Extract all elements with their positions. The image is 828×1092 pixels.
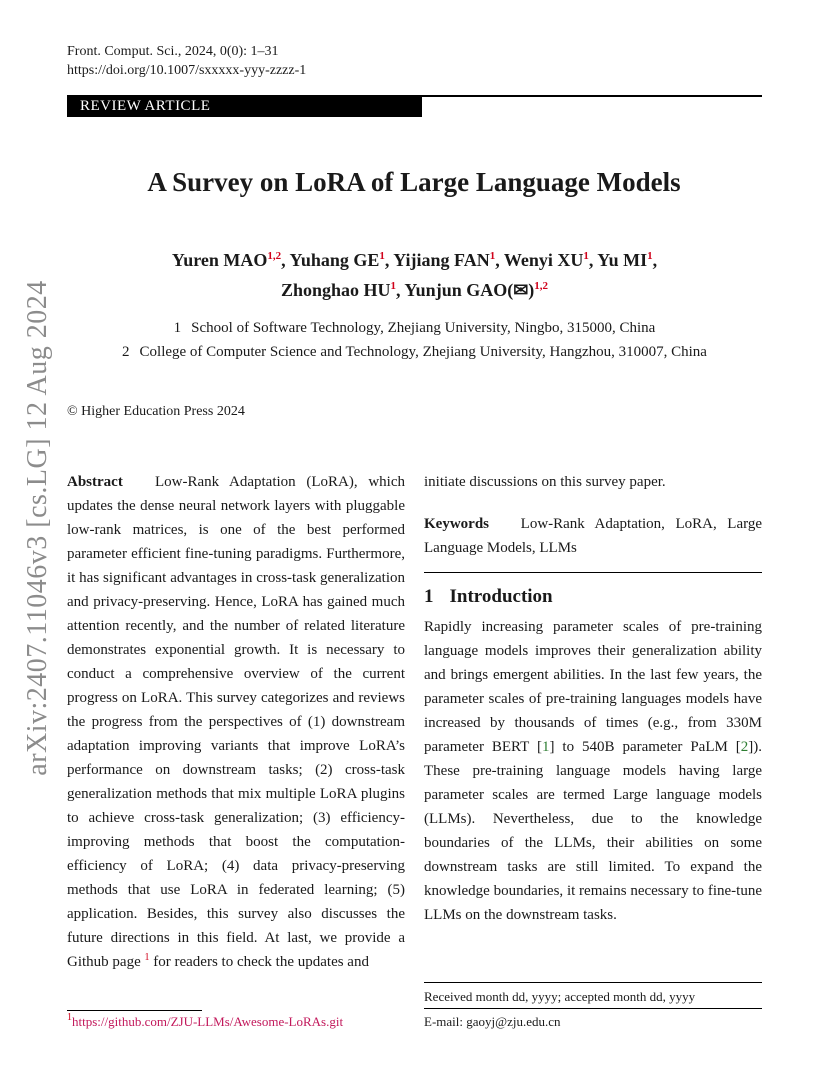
- footnote-number: 1: [67, 1012, 72, 1023]
- received-dates: Received month dd, yyyy; accepted month dd, yyyy: [424, 989, 696, 1004]
- footnote-marker[interactable]: 1: [144, 952, 150, 963]
- right-column: [424, 470, 762, 927]
- intro-text: ]). These pre-training language models having large parameter scales are termed Large language models (LLMs). Nevertheless, due to the knowledge boundaries of the LLMs, their abilities on some downstream tasks are still limited. To expand the knowledge boundaries, it remains necessary to fine-tune LLMs on the downstream tasks.: [424, 739, 762, 923]
- keywords-block: [424, 512, 762, 560]
- abstract-continued: initiate discussions on this survey paper.: [424, 474, 666, 490]
- citation-link[interactable]: 2: [740, 739, 749, 755]
- author-name: Yunjun GAO(✉): [404, 280, 535, 300]
- doi-text: https://doi.org/10.1007/sxxxxx-yyy-zzzz-1: [67, 63, 307, 78]
- author-name: Zhonghao HU: [280, 280, 391, 300]
- paper-title: A Survey on LoRA of Large Language Models: [147, 167, 681, 197]
- author-affil-sup: 1: [583, 250, 589, 262]
- affiliation-text: School of Software Technology, Zhejiang University, Ningbo, 315000, China: [191, 320, 656, 336]
- affiliation-2: [67, 344, 762, 361]
- copyright-notice: © Higher Education Press 2024: [67, 404, 245, 419]
- footer-rule: [424, 982, 762, 983]
- footer-rule: [424, 1008, 762, 1009]
- footnote-rule: [67, 1010, 202, 1011]
- abstract-label: Abstract: [67, 474, 123, 490]
- author-affil-sup: 1: [647, 250, 653, 262]
- author-list: Yuren MAO$^{1,2}$, Yuhang $GE^1$, Yijiang FAN$^1$, Wenyi $XU^1$, Yu $MI^1$, Zhonghao $HU^1$, Yunjun GAO(✉)$^{1,2}$: [171, 250, 658, 300]
- github-link[interactable]: https://github.com/ZJU-LLMs/Awesome-LoRAs.git: [72, 1014, 344, 1029]
- author-affil-sup: 1: [379, 250, 385, 262]
- author-name: Yuren MAO: [171, 250, 268, 270]
- abstract-tail: for readers to check the updates and: [149, 954, 369, 970]
- affiliation-1: [67, 320, 762, 337]
- intro-text: ] to 540B parameter PaLM [: [549, 739, 741, 755]
- section-rule: [424, 572, 762, 573]
- affiliation-text: College of Computer Science and Technology, Zhejiang University, Hangzhou, 310007, China: [139, 344, 707, 360]
- section-heading: [424, 585, 762, 609]
- contact-email: E-mail: gaoyj@zju.edu.cn: [424, 1014, 561, 1029]
- author-affil-sup: 1: [390, 280, 396, 292]
- author-affil-sup: 1,2: [534, 280, 549, 292]
- journal-citation: Front. Comput. Sci., 2024, 0(0): 1–31: [67, 44, 279, 59]
- section-number: 1: [424, 586, 434, 607]
- arxiv-stamp: arXiv:2407.11046v3 [cs.LG] 12 Aug 2024: [22, 280, 53, 776]
- keywords-label: Keywords: [424, 516, 489, 532]
- citation-link[interactable]: 1: [541, 739, 550, 755]
- author-name: Yuhang GE: [289, 250, 380, 270]
- keywords-text: Low-Rank Adaptation, LoRA, Large Language Models, LLMs: [424, 516, 762, 556]
- section-title: Introduction: [449, 586, 553, 607]
- author-name: Yijiang FAN: [393, 250, 490, 270]
- intro-text: Rapidly increasing parameter scales of pre-training language models improves their generalization ability and brings emergent abilities. In the last few years, the parameter scales of pre-training languages models have increased by thousands of times (e.g., from 330M parameter BERT [: [424, 619, 762, 755]
- footnote: [67, 1014, 343, 1030]
- author-name: Yu MI: [597, 250, 648, 270]
- abstract-column: [67, 470, 405, 974]
- author-name: Wenyi XU: [503, 250, 584, 270]
- article-type-banner: REVIEW ARTICLE: [67, 95, 422, 117]
- affiliation-number: 2: [122, 344, 130, 360]
- intro-paragraph: [424, 615, 762, 927]
- author-affil-sup: 1: [489, 250, 496, 262]
- header-rule: [422, 95, 762, 97]
- affiliation-number: 1: [173, 320, 182, 336]
- author-affil-sup: 1,2: [267, 250, 282, 262]
- abstract-text: Low-Rank Adaptation (LoRA), which updates the dense neural network layers with pluggable low-rank matrices, is one of the best performed parameter efficient fine-tuning paradigms. Furthermore, it has significant advantages in cross-task generalization and privacy-preserving. Hence, LoRA has gained much attention recently, and the number of related literature demonstrates exponential growth. It is necessary to conduct a comprehensive overview of the current progress on LoRA. This survey categorizes and reviews the progress from the perspectives of (1) downstream adaptation improving variants that improve LoRA’s performance on downstream tasks; (2) cross-task generalization methods that mix multiple LoRA plugins to achieve cross-task generalization; (3) efficiency-improving methods that boost the computation-efficiency of LoRA; (4) data privacy-preserving methods that use LoRA in federated learning; (5) application. Besides, this survey also discusses the future directions in this field. At last, we provide a Github page: [67, 474, 406, 970]
